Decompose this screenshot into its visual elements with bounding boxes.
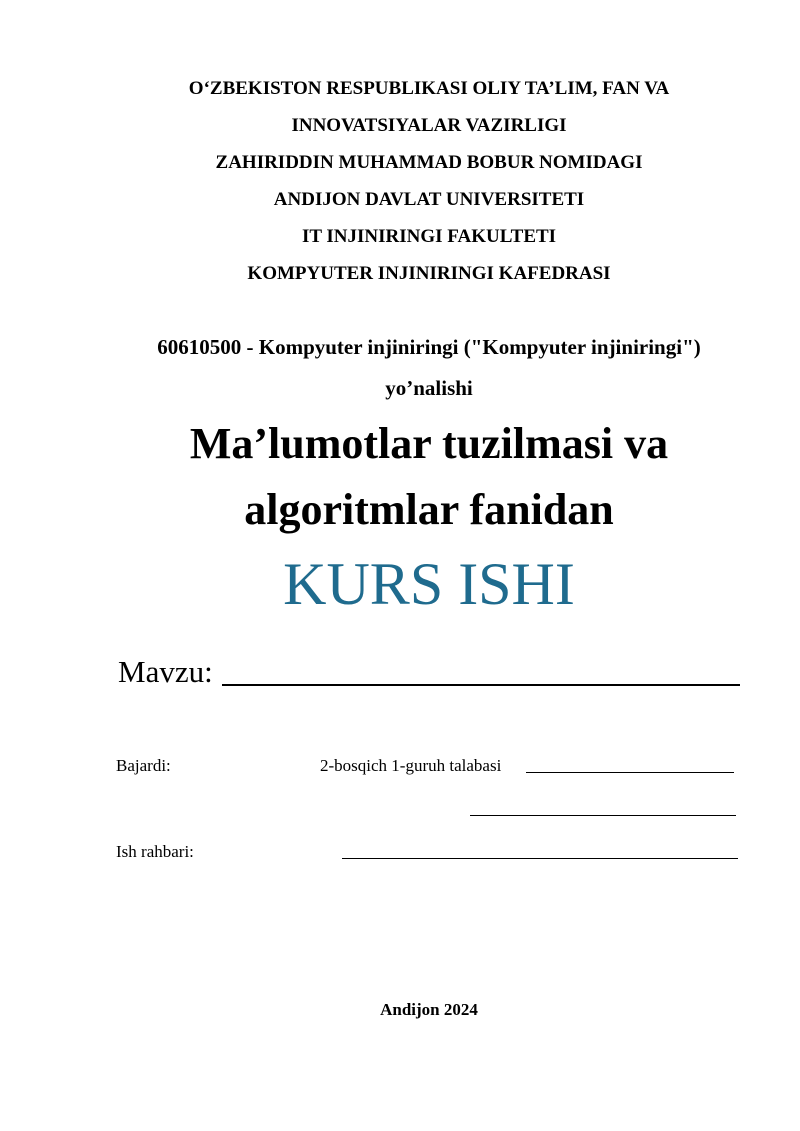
header-line-ministry-cont: INNOVATSIYALAR VAZIRLIGI (291, 115, 567, 136)
header-line-university-name: ZAHIRIDDIN MUHAMMAD BOBUR NOMIDAGI (215, 152, 643, 173)
header-line-university: ANDIJON DAVLAT UNIVERSITETI (273, 189, 585, 210)
work-type-title: KURS ISHI (283, 551, 575, 617)
header-line-faculty: IT INJINIRINGI FAKULTETI (301, 226, 557, 247)
topic-label: Mavzu: (118, 654, 213, 689)
subject-title-line2: algoritmlar fanidan (244, 485, 614, 534)
header-line-ministry: O‘ZBEKISTON RESPUBLIKASI OLIY TA’LIM, FAN VA (188, 78, 670, 99)
city-year: Andijon 2024 (380, 1000, 478, 1019)
header-line-department: KOMPYUTER INJINIRINGI KAFEDRASI (247, 263, 611, 284)
program-code-line: 60610500 - Kompyuter injiniringi ("Kompyuter injiniringi") (157, 335, 701, 359)
supervisor-underline (342, 858, 738, 859)
supervisor-label: Ish rahbari: (116, 842, 194, 861)
performed-by-value: 2-bosqich 1-guruh talabasi (320, 756, 502, 775)
subject-title-line1: Ma’lumotlar tuzilmasi va (189, 419, 669, 468)
student-name-underline-2 (470, 815, 736, 816)
program-direction-line: yo’nalishi (385, 376, 473, 400)
performed-by-label: Bajardi: (116, 756, 171, 775)
student-name-underline (526, 772, 734, 773)
topic-underline (222, 684, 740, 686)
